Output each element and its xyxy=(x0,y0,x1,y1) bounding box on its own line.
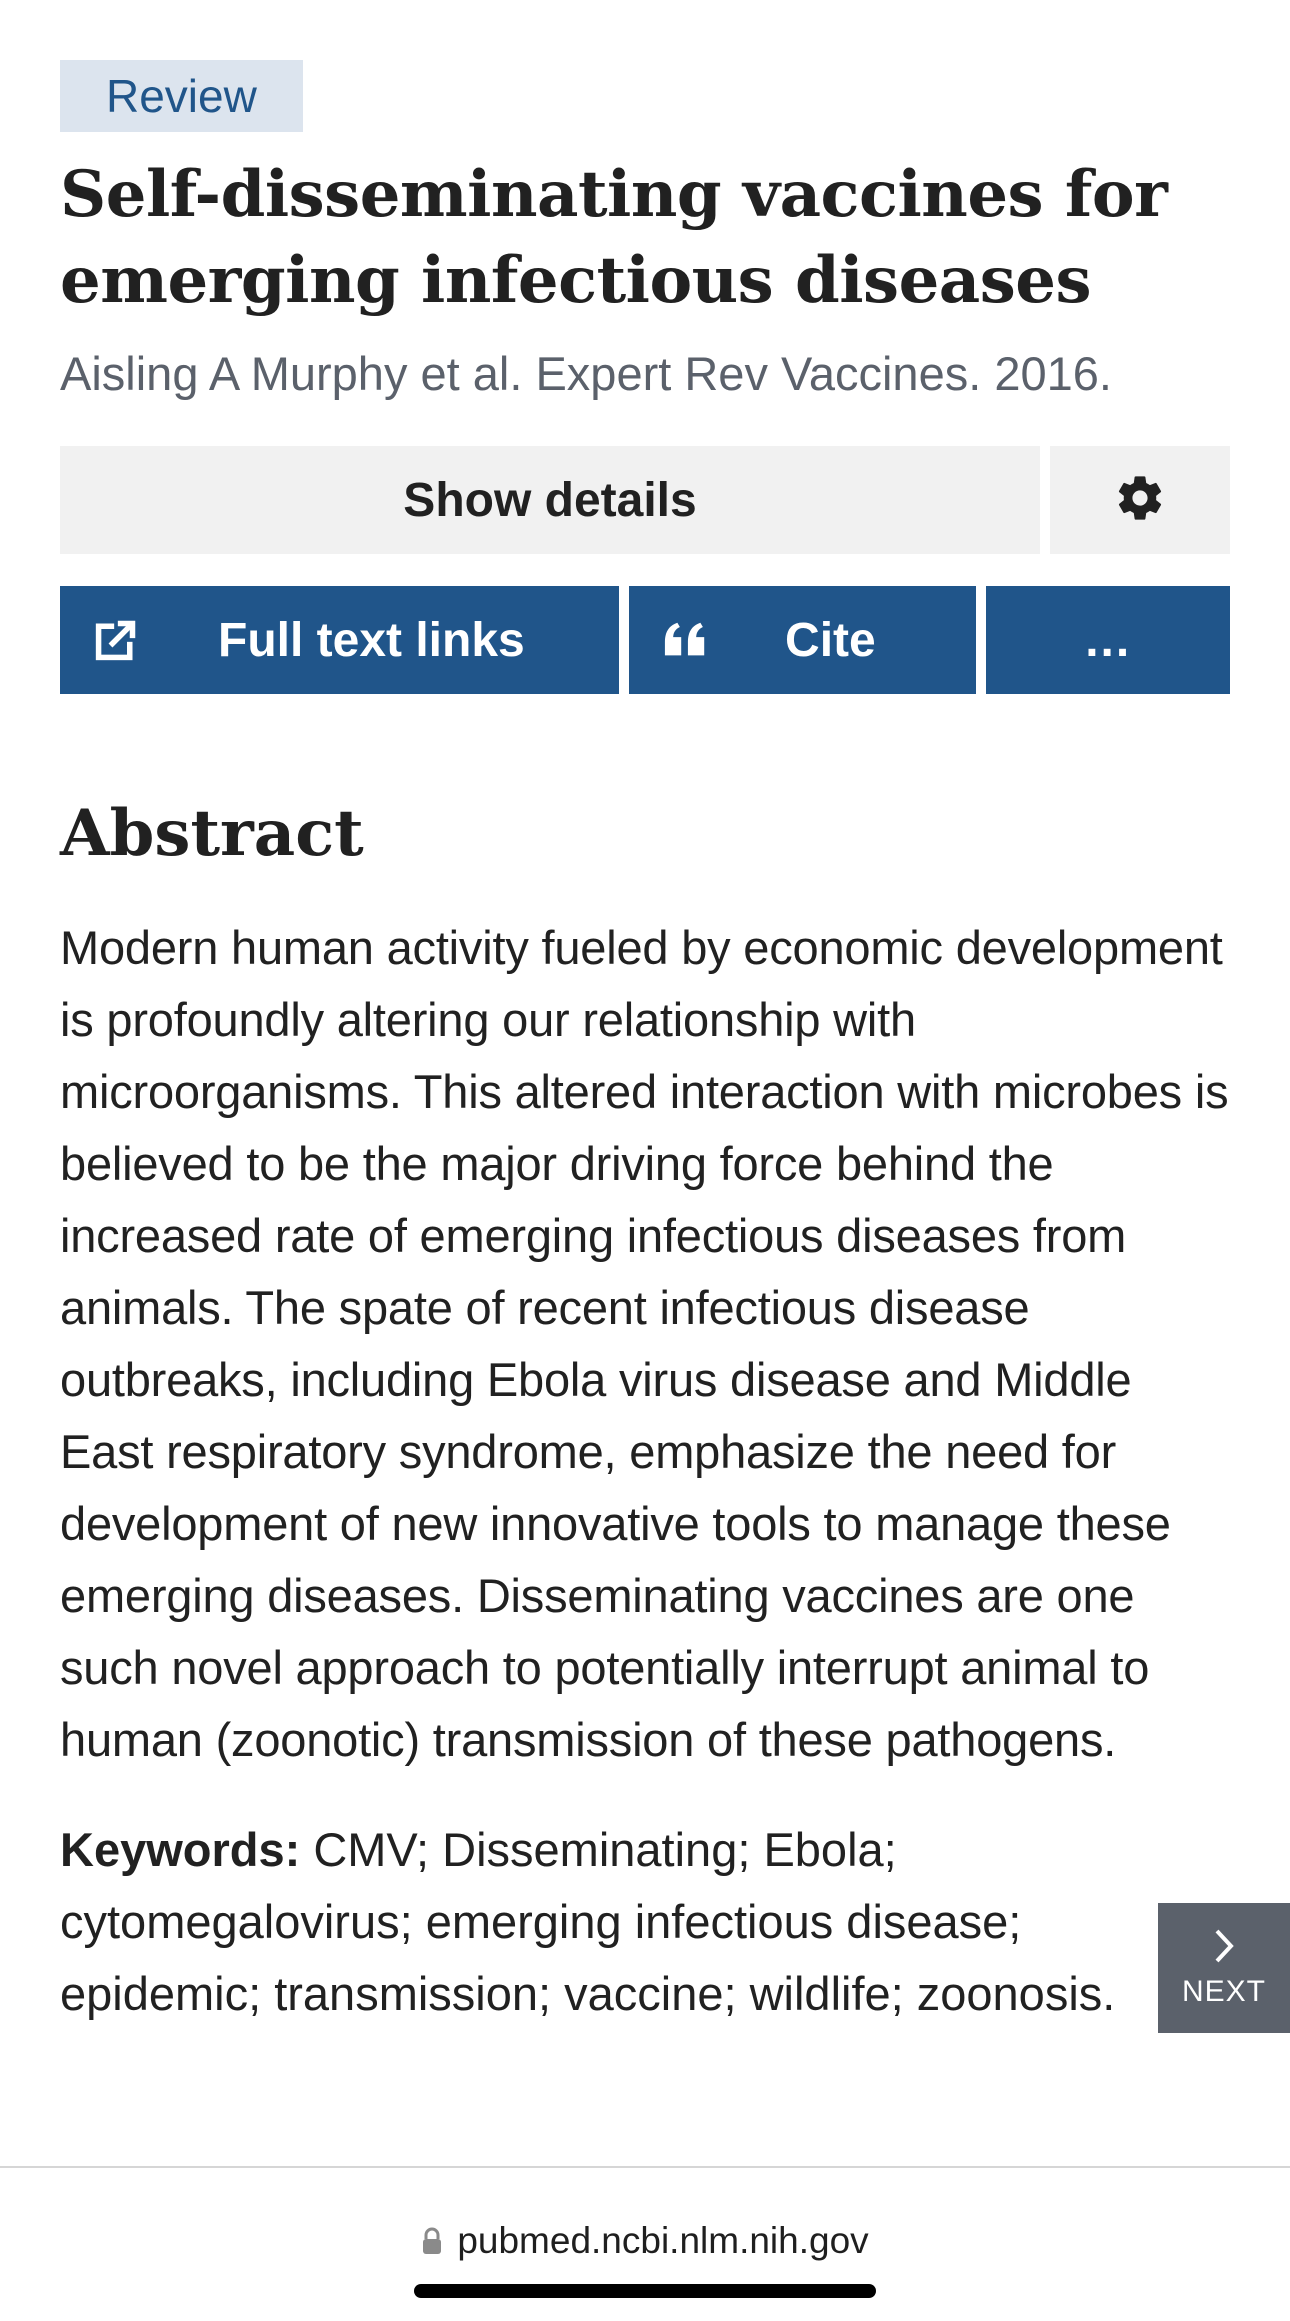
keywords xyxy=(60,1814,1180,2030)
authors-citation-line: Aisling A Murphy et al. Expert Rev Vaccines. 2016. xyxy=(60,347,1112,400)
article-type-badge: Review xyxy=(60,60,303,132)
abstract-heading: Abstract xyxy=(60,796,364,871)
more-actions-button[interactable] xyxy=(986,586,1230,694)
url-text: pubmed.ncbi.nlm.nih.gov xyxy=(457,2220,869,2261)
details-row xyxy=(60,446,1230,554)
show-details-button[interactable]: Show details xyxy=(60,446,1040,554)
next-label: NEXT xyxy=(1181,1974,1266,2008)
primary-actions-row xyxy=(60,586,1230,694)
lock-icon xyxy=(421,2227,443,2255)
keywords-label: Keywords: xyxy=(60,1823,301,1876)
keywords-list: CMV; Disseminating; Ebola; cytomegalovirus; emerging infectious disease; epidemic; transmission; vaccine; wildlife; zoonosis. xyxy=(60,1823,1116,2020)
chevron-right-icon xyxy=(1209,1928,1239,1969)
article-title: Self-disseminating vaccines for emerging infectious diseases xyxy=(60,157,1168,318)
quote-icon xyxy=(663,620,709,660)
url-display[interactable] xyxy=(0,2220,1290,2262)
gear-icon xyxy=(1114,472,1166,529)
external-link-icon xyxy=(94,618,138,662)
cite-button[interactable] xyxy=(629,586,976,694)
home-indicator[interactable] xyxy=(414,2284,876,2298)
full-text-links-button[interactable] xyxy=(60,586,619,694)
next-article-button[interactable] xyxy=(1158,1903,1290,2033)
article-content xyxy=(60,60,1230,2030)
browser-address-bar xyxy=(0,2166,1290,2321)
settings-button[interactable] xyxy=(1050,446,1230,554)
full-text-links-label: Full text links xyxy=(218,613,525,667)
cite-label: Cite xyxy=(785,613,876,667)
more-actions-label: ... xyxy=(1085,613,1132,667)
abstract-text: Modern human activity fueled by economic development is profoundly altering our relationship with microorganisms. This altered interaction with microbes is believed to be the major driving force behind the increased rate of emerging infectious diseases from animals. The spate of recent infectious disease outbreaks, including Ebola virus disease and Middle East respiratory syndrome, emphasize the need for development of new innovative tools to manage these emerging diseases. Disseminating vaccines are one such novel approach to potentially interrupt animal to human (zoonotic) transmission of these pathogens. xyxy=(60,921,1229,1766)
